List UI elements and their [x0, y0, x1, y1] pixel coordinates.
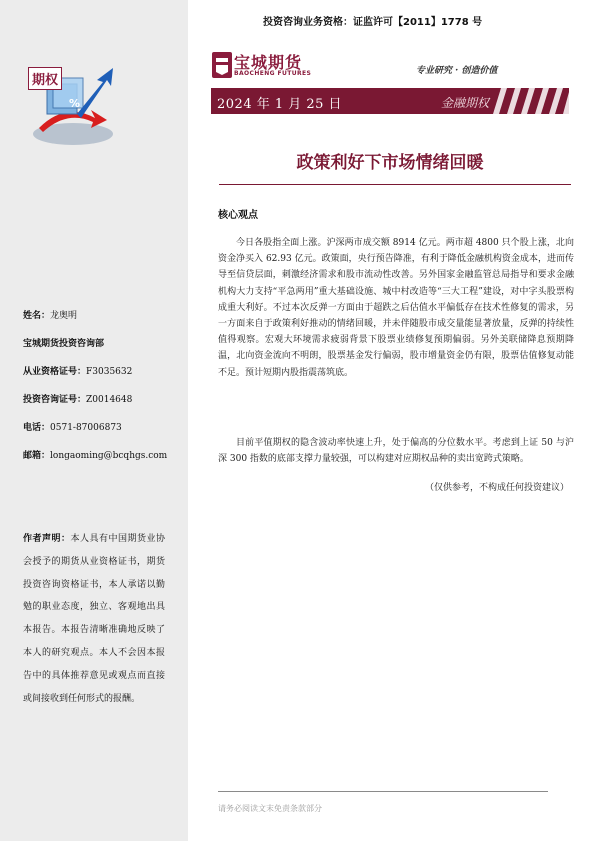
cover-tag: 期权	[28, 67, 62, 90]
author-dept: 宝城期货投资咨询部	[23, 339, 105, 349]
author-name-value: 龙奥明	[50, 311, 78, 321]
report-title: 政策利好下市场情绪回暖	[296, 153, 484, 173]
author-name	[23, 308, 77, 321]
author-email	[23, 448, 167, 461]
svg-text:%: %	[69, 97, 81, 110]
footer-divider	[218, 791, 548, 792]
author-statement-text: 本人具有中国期货业协会授予的期货从业资格证书，期货投资咨询资格证书，本人承诺以勤勉的职业态度，独立、客观地出具本报告。本报告清晰准确地反映了本人的研究观点。本人不会因本报告中的具体推荐意见或观点而直接或间接收到任何形式的报酬。	[23, 534, 165, 704]
date-banner	[211, 88, 569, 114]
author-name-label: 姓名：	[23, 311, 51, 321]
report-date: 2024 年 1 月 25 日	[217, 97, 343, 112]
section-heading: 核心观点	[218, 210, 258, 221]
title-divider	[219, 184, 571, 185]
author-cert-label: 从业资格证号：	[23, 367, 87, 377]
author-phone	[23, 420, 122, 433]
body-paragraph-2: 目前平值期权的隐含波动率快速上升，处于偏高的分位数水平。考虑到上证 50 与沪深 300 指数的底部支撑力量较强，可以构建对应期权品种的卖出宽跨式策略。	[218, 438, 574, 465]
logo-icon	[212, 52, 232, 78]
author-statement-label: 作者声明：	[23, 534, 71, 544]
footer-text: 请务必阅读文末免责条款部分	[218, 804, 322, 813]
logo-subtext: BAOCHENG FUTURES	[234, 70, 312, 77]
body-paragraph-1: 今日各股指全面上涨。沪深两市成交额 8914 亿元。两市超 4800 只个股上涨，北向资金净买入 62.93 亿元。政策面，央行预告降准，有利于降低金融机构资金成本，进而传导至信贷层面，刺激经济需求和股市流动性改善。另外国家金融监管总局指导和要求金融机构大力支持“平急两用”重大基础设施、城中村改造等“三大工程”建设，对中字头股票构成重大利好。不过本次反弹一方面由于超跌之后估值水平偏低存在技术性修复的需求，另一方面来自于政策利好推动的情绪回暖，并未伴随股市成交量能显著放量，反弹的持续性值得观察。宏观大环境需求疲弱背景下股票业绩修复预期偏弱。另外美联储降息预期降温，北向资金流向不明朗，股票基金发行偏弱，股市增量资金仍有限，股票估值修复动能不足。预计短期内股指震荡筑底。	[218, 238, 574, 378]
logo-text: 宝城期货	[234, 53, 303, 72]
author-advisory	[23, 392, 132, 405]
author-cert-value: F3035632	[86, 367, 133, 377]
author-email-value: longaoming@bcqhgs.com	[50, 451, 168, 461]
author-phone-value: 0571-87006873	[50, 423, 122, 433]
author-phone-label: 电话：	[23, 423, 51, 433]
author-email-label: 邮箱：	[23, 451, 51, 461]
slogan: 专业研究 · 创造价值	[416, 66, 498, 76]
report-category: 金融期权	[441, 96, 490, 110]
disclaimer-note: （仅供参考，不构成任何投资建议）	[424, 483, 569, 493]
author-advisory-label: 投资咨询证号：	[23, 395, 87, 405]
license-text: 投资咨询业务资格：证监许可【2011】1778 号	[263, 17, 483, 28]
author-statement	[23, 528, 165, 710]
author-advisory-value: Z0014648	[86, 395, 133, 405]
author-cert	[23, 364, 132, 377]
